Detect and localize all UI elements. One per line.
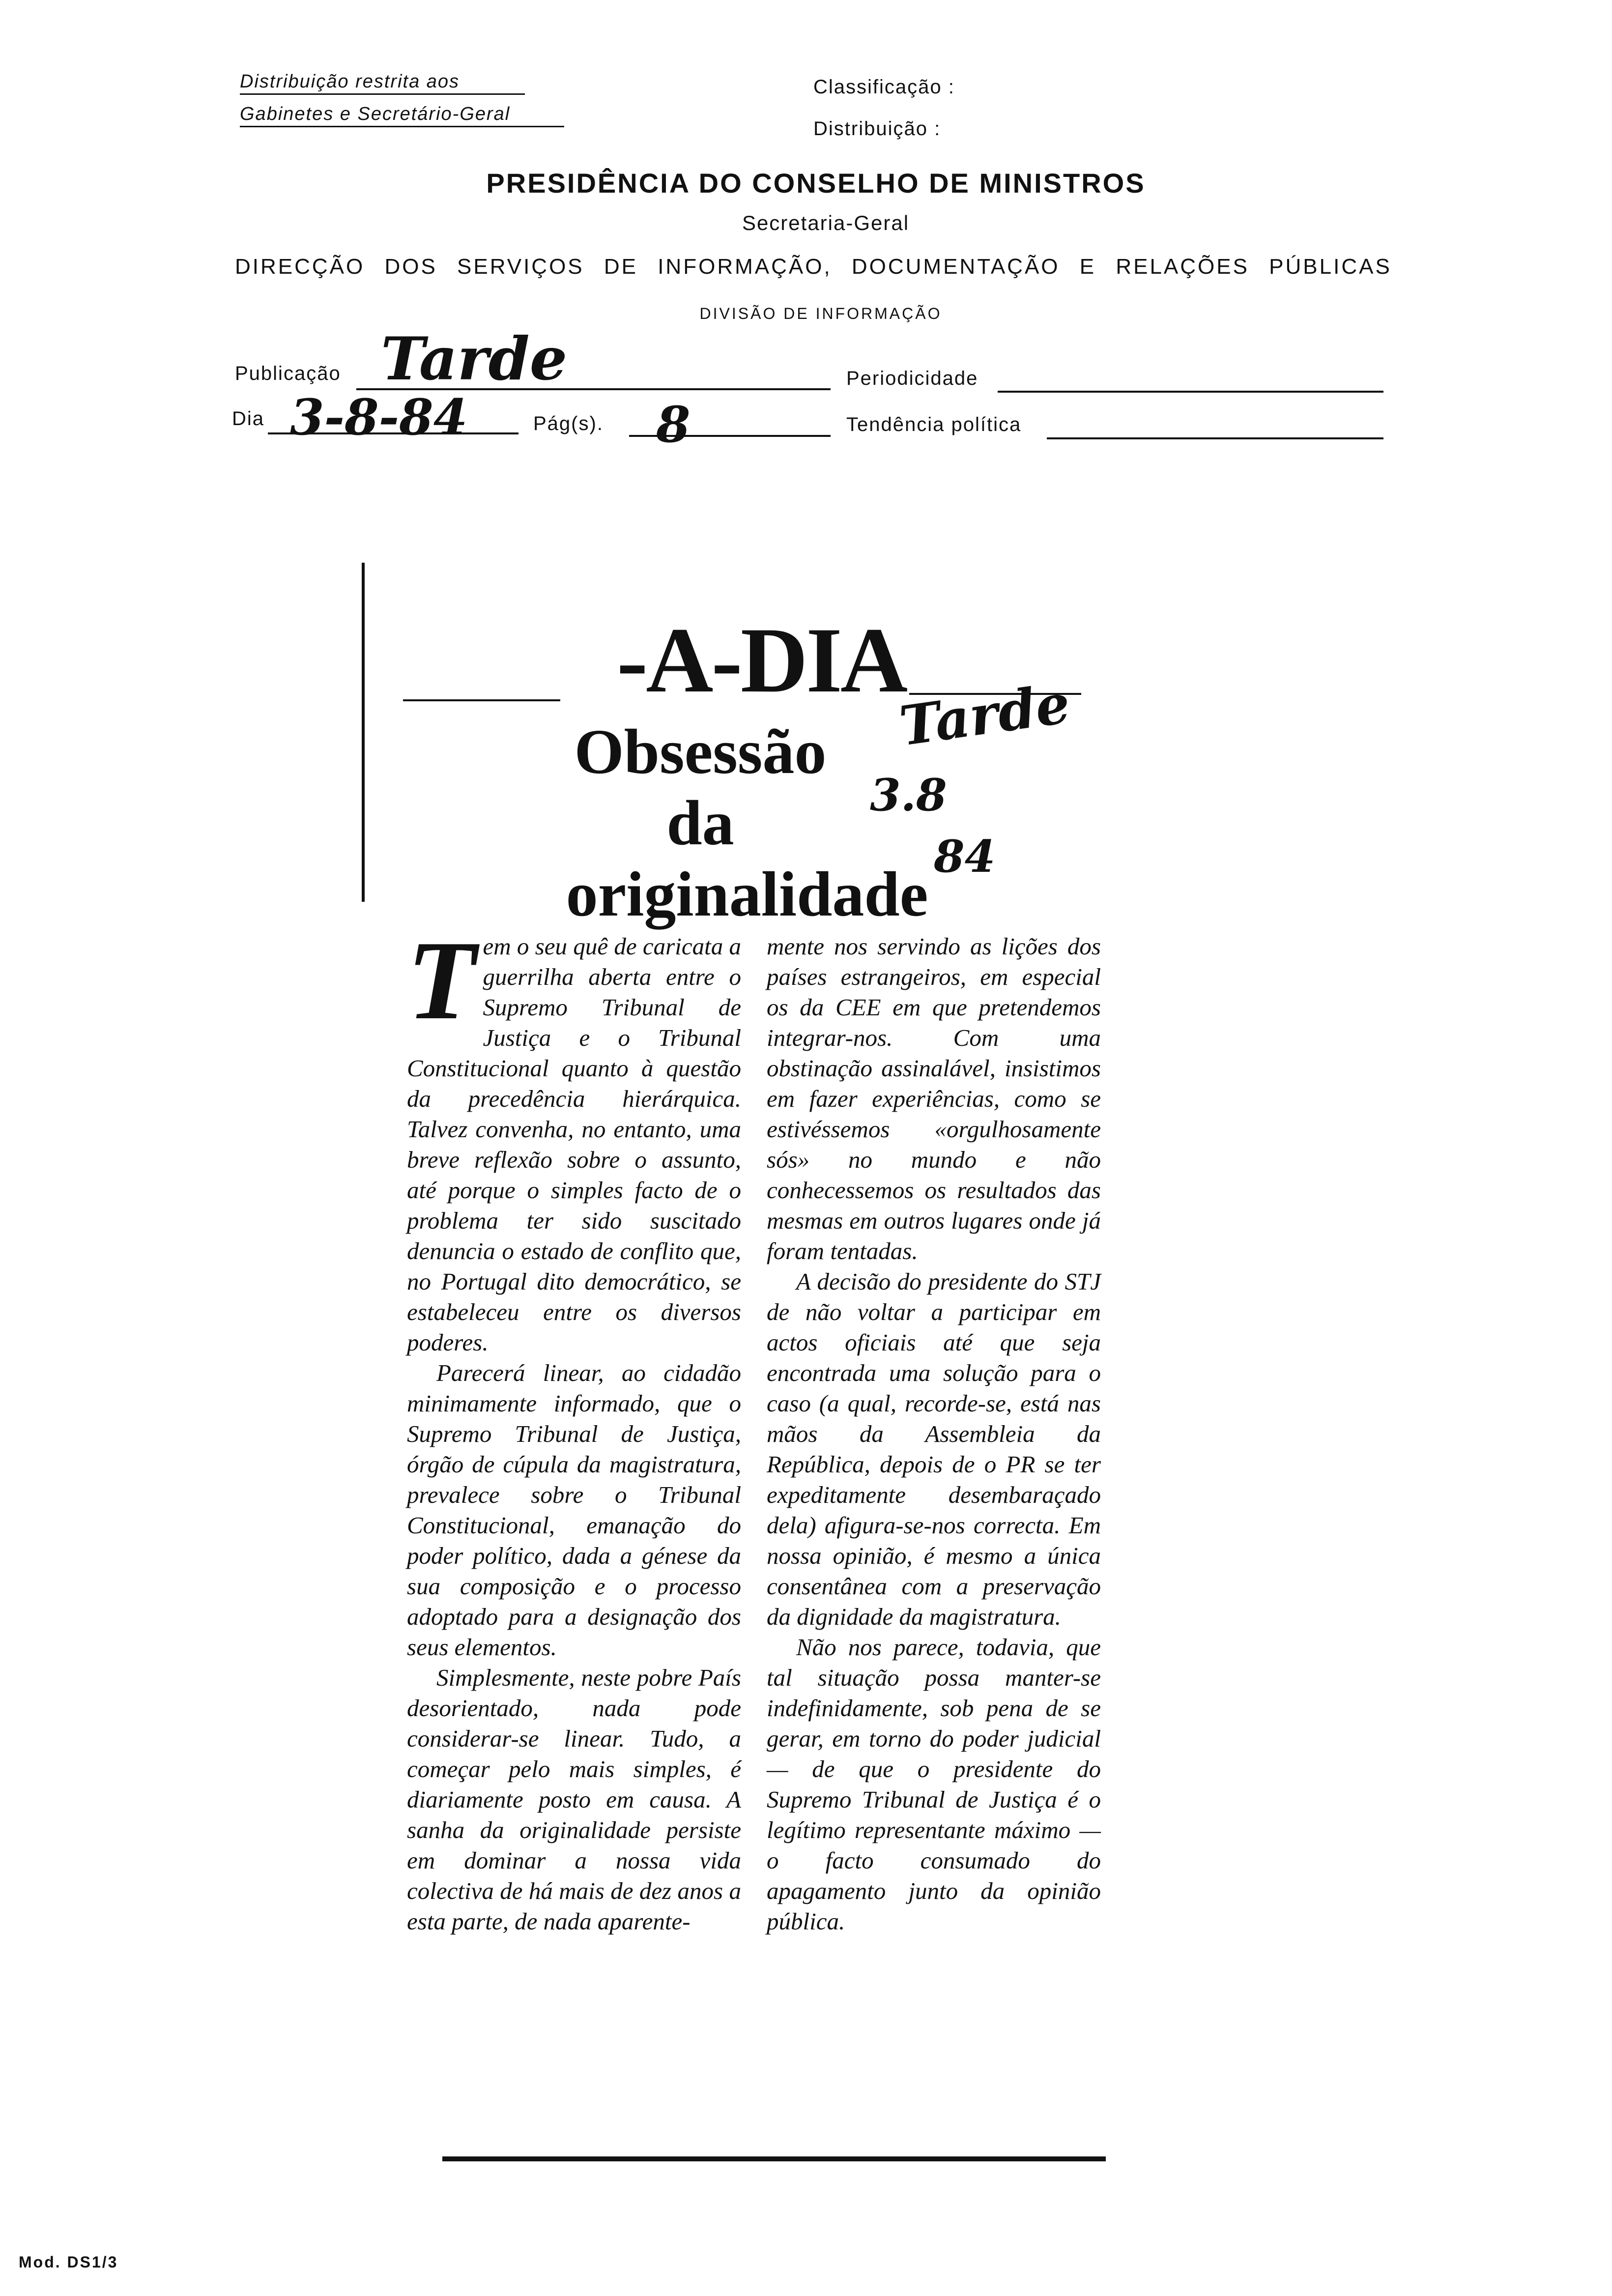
distribuicao-label: Distribuição :	[813, 118, 941, 140]
paragraph	[407, 918, 741, 1358]
drop-cap: T	[407, 918, 476, 1043]
article-column-1	[407, 918, 741, 1937]
dia-value: 3-8-84	[290, 388, 468, 446]
paragraph: Não nos parece, todavia, que tal situação possa manter-se indefinidamente, sob pena de se gerar, em torno do poder judicial — de que o presidente do Supremo Tribunal de Justiça é o legítimo representante máximo — o facto consumado do apagamento junto da opinião pública.	[767, 1634, 1101, 1935]
headline-line-3: originalidade	[566, 859, 928, 930]
article-column-2	[767, 931, 1101, 1937]
paragraph: mente nos servindo as lições dos países estrangeiros, em especial os da CEE em que pretendemos integrar-nos. Com uma obstinação assinalável, insistimos em fazer experiências, como se estivéssemos «orgulhosamente sós» no mundo e não conhecessemos os resultados das mesmas em outros lugares onde já foram tentadas.	[767, 933, 1101, 1264]
headline-line-2: da	[666, 788, 734, 859]
page-subtitle: Secretaria-Geral	[742, 211, 910, 234]
paragraph: Parecerá linear, ao cidadão minimamente informado, que o Supremo Tribunal de Justiça, órgão de cúpula da magistratura, prevalece sobre o Tribunal Constitucional, emanação do poder político, dada a génese da sua composição e o processo adoptado para a designação dos seus elementos.	[407, 1359, 741, 1661]
restriction-line-2: Gabinetes e Secretário-Geral	[240, 104, 564, 127]
periodicidade-line	[998, 391, 1383, 393]
classificacao-label: Classificação :	[813, 76, 955, 98]
tendencia-label: Tendência política	[846, 414, 1022, 435]
periodicidade-label: Periodicidade	[846, 368, 979, 389]
paragraph: Simplesmente, neste pobre País desorientado, nada pode considerar-se linear. Tudo, a começar pelo mais simples, é diariamente posto em causa. A sanha da originalidade persiste em dominar a nossa vida colectiva de há mais de dez anos a esta parte, de nada aparente-	[407, 1664, 741, 1935]
handwritten-annotation-3: 84	[934, 831, 996, 883]
pags-label: Pág(s).	[533, 413, 604, 434]
headline-line-1: Obsessão	[574, 717, 827, 787]
publicacao-label: Publicação	[235, 363, 341, 384]
publicacao-value: Tarde	[381, 324, 568, 394]
article-bottom-rule	[442, 2156, 1106, 2161]
paragraph: A decisão do presidente do STJ de não voltar a participar em actos oficiais até que seja encontrada uma solução para o caso (a qual, recorde-se, está nas mãos da Assembleia da República, depois de o PR se ter expeditamente desembaraçado dela) afigura-se-nos correcta. Em nossa opinião, é mesmo a única consentânea com a preservação da dignidade da magistratura.	[767, 1268, 1101, 1630]
section-masthead: -A-DIA	[617, 609, 906, 712]
handwritten-annotation-2: 3.8	[870, 769, 947, 821]
divisao-line: DIVISÃO DE INFORMAÇÃO	[699, 305, 942, 322]
paragraph-text: em o seu quê de caricata a guerrilha aberta entre o Supremo Tribunal de Justiça e o Tribunal Constitucional quanto à questão da precedência hierárquica. Talvez convenha, no entanto, uma breve reflexão sobre o assunto, até porque o simples facto de o problema ter sido suscitado denuncia o estado de conflito que, no Portugal dito democrático, se estabeleceu entre os diversos poderes.	[407, 933, 741, 1356]
dia-label: Dia	[232, 408, 265, 430]
masthead-rule-left	[403, 699, 560, 701]
page-title: PRESIDÊNCIA DO CONSELHO DE MINISTROS	[486, 168, 1146, 199]
restriction-line-1: Distribuição restrita aos	[240, 71, 525, 95]
model-code: Mod. DS1/3	[19, 2253, 118, 2271]
restriction-note	[240, 71, 564, 127]
tendencia-line	[1047, 437, 1383, 439]
handwritten-annotation-1: Tarde	[895, 671, 1074, 758]
pags-value: 8	[656, 396, 691, 454]
clipping-margin-bar	[362, 563, 365, 902]
direccao-line: DIRECÇÃO DOS SERVIÇOS DE INFORMAÇÃO, DOCUMENTAÇÃO E RELAÇÕES PÚBLICAS	[235, 255, 1392, 279]
